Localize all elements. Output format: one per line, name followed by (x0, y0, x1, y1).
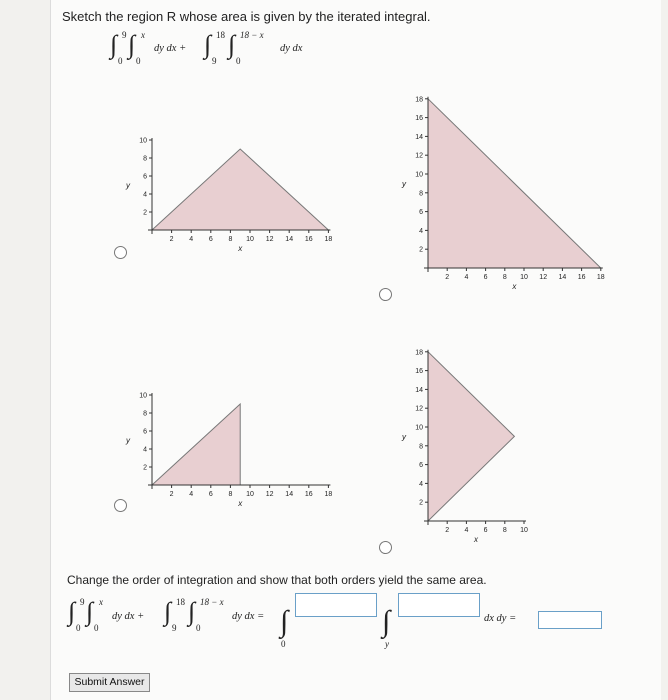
differential-text: dy dx + (112, 611, 145, 622)
option-a-radio[interactable] (114, 246, 127, 259)
integral-sign: ∫ (228, 30, 236, 59)
y-tick-label: 16 (415, 368, 423, 376)
x-tick-label: 8 (502, 527, 507, 534)
integral-sign: ∫ (128, 30, 136, 59)
y-tick-label: 12 (415, 405, 423, 413)
y-axis-label: y (126, 181, 130, 190)
change-order-instruction: Change the order of integration and show that both orders yield the same area. (67, 573, 487, 587)
upper-limit: 9 (122, 30, 127, 40)
lower-limit: 0 (76, 623, 81, 633)
lower-limit: 9 (172, 623, 177, 633)
y-axis-label: y (402, 432, 406, 442)
x-tick-label: 6 (208, 236, 213, 243)
option-c-radio[interactable] (114, 499, 127, 512)
x-axis-label: x (474, 535, 478, 544)
x-tick-label: 8 (228, 491, 233, 498)
x-tick-label: 4 (189, 491, 194, 498)
lower-limit: 9 (212, 56, 217, 66)
x-tick-label: 2 (169, 236, 174, 243)
x-tick-label: 14 (558, 274, 567, 281)
y-tick-label: 6 (143, 173, 147, 181)
y-tick-label: 6 (143, 428, 147, 436)
option-b-radio[interactable] (379, 288, 392, 301)
differential-text: dy dx = (232, 611, 265, 622)
x-tick-label: 10 (520, 527, 528, 534)
x-tick-label: 4 (464, 274, 469, 281)
x-axis-label: x (238, 244, 243, 253)
x-tick-label: 6 (208, 491, 213, 498)
y-axis-label: y (402, 179, 406, 189)
option-b-graph (380, 82, 610, 302)
x-tick-label: 10 (246, 236, 254, 243)
x-tick-label: 8 (228, 236, 233, 243)
y-tick-label: 14 (415, 133, 423, 141)
integral-sign: ∫ (188, 597, 196, 626)
x-axis-label: x (238, 499, 243, 508)
upper-limit: 18 (176, 597, 185, 607)
y-tick-label: 16 (415, 115, 423, 123)
y-tick-label: 2 (143, 209, 147, 217)
differential-text: dy dx + (154, 43, 187, 54)
y-tick-label: 18 (415, 349, 423, 357)
x-tick-label: 14 (285, 491, 294, 498)
option-c-graph (110, 373, 350, 513)
region-shape (428, 99, 601, 268)
differential-text: dy dx (280, 43, 303, 54)
upper-limit: x (99, 597, 103, 607)
y-tick-label: 2 (419, 246, 423, 254)
integral-sign: ∫ (86, 597, 94, 626)
outer-upper-limit-input[interactable] (295, 593, 377, 617)
x-tick-label: 12 (539, 274, 548, 281)
option-a-graph (110, 118, 350, 258)
lower-limit: y (385, 639, 389, 649)
y-tick-label: 10 (415, 171, 423, 179)
integral-sign: ∫ (280, 605, 289, 638)
x-tick-label: 18 (324, 236, 333, 243)
x-axis-label: x (512, 282, 517, 291)
question-prompt: Sketch the region R whose area is given by the iterated integral. (62, 9, 431, 24)
y-tick-label: 6 (419, 462, 423, 470)
integral-sign: ∫ (68, 597, 76, 626)
area-answer-input[interactable] (538, 611, 602, 629)
y-tick-label: 4 (143, 191, 147, 199)
y-tick-label: 18 (415, 96, 423, 104)
upper-limit: 18 − x (240, 30, 264, 40)
x-tick-label: 2 (445, 527, 450, 534)
x-tick-label: 4 (189, 236, 194, 243)
x-tick-label: 8 (502, 274, 507, 281)
y-tick-label: 8 (143, 410, 147, 418)
x-tick-label: 16 (577, 274, 586, 281)
y-tick-label: 8 (419, 190, 423, 198)
region-shape (152, 149, 328, 230)
lower-limit: 0 (118, 56, 123, 66)
upper-limit: x (141, 30, 145, 40)
option-d-radio[interactable] (379, 541, 392, 554)
x-tick-label: 4 (464, 527, 469, 534)
x-tick-label: 18 (324, 491, 333, 498)
y-tick-label: 2 (143, 464, 147, 472)
x-tick-label: 16 (304, 236, 313, 243)
lower-limit: 0 (196, 623, 201, 633)
x-tick-label: 2 (169, 491, 174, 498)
integral-sign: ∫ (164, 597, 172, 626)
y-tick-label: 4 (143, 446, 147, 454)
integral-sign: ∫ (204, 30, 212, 59)
y-tick-label: 10 (139, 392, 147, 400)
x-tick-label: 12 (265, 236, 274, 243)
y-tick-label: 12 (415, 152, 423, 160)
y-tick-label: 4 (419, 227, 423, 235)
y-tick-label: 8 (419, 443, 423, 451)
given-integral (110, 30, 370, 70)
differential-text: dx dy = (484, 613, 517, 624)
x-tick-label: 16 (304, 491, 313, 498)
option-d-graph (380, 335, 530, 555)
y-tick-label: 6 (419, 209, 423, 217)
integral-sign: ∫ (382, 605, 391, 638)
inner-upper-limit-input[interactable] (398, 593, 480, 617)
x-tick-label: 10 (520, 274, 528, 281)
region-shape (428, 352, 514, 521)
region-shape (152, 404, 240, 485)
lower-limit: 0 (281, 639, 286, 649)
upper-limit: 18 (216, 30, 225, 40)
y-axis-label: y (126, 436, 130, 445)
x-tick-label: 10 (246, 491, 254, 498)
submit-answer-button[interactable]: Submit Answer (69, 673, 150, 692)
upper-limit: 18 − x (200, 597, 224, 607)
x-tick-label: 18 (596, 274, 605, 281)
x-tick-label: 2 (445, 274, 450, 281)
x-tick-label: 14 (285, 236, 294, 243)
y-tick-label: 2 (419, 499, 423, 507)
y-tick-label: 4 (419, 480, 423, 488)
upper-limit: 9 (80, 597, 85, 607)
x-tick-label: 12 (265, 491, 274, 498)
lower-limit: 0 (94, 623, 99, 633)
integral-sign: ∫ (110, 30, 118, 59)
lower-limit: 0 (136, 56, 141, 66)
y-tick-label: 10 (139, 137, 147, 145)
y-tick-label: 14 (415, 386, 423, 394)
x-tick-label: 6 (483, 274, 488, 281)
x-tick-label: 6 (483, 527, 488, 534)
y-tick-label: 8 (143, 155, 147, 163)
y-tick-label: 10 (415, 424, 423, 432)
lower-limit: 0 (236, 56, 241, 66)
